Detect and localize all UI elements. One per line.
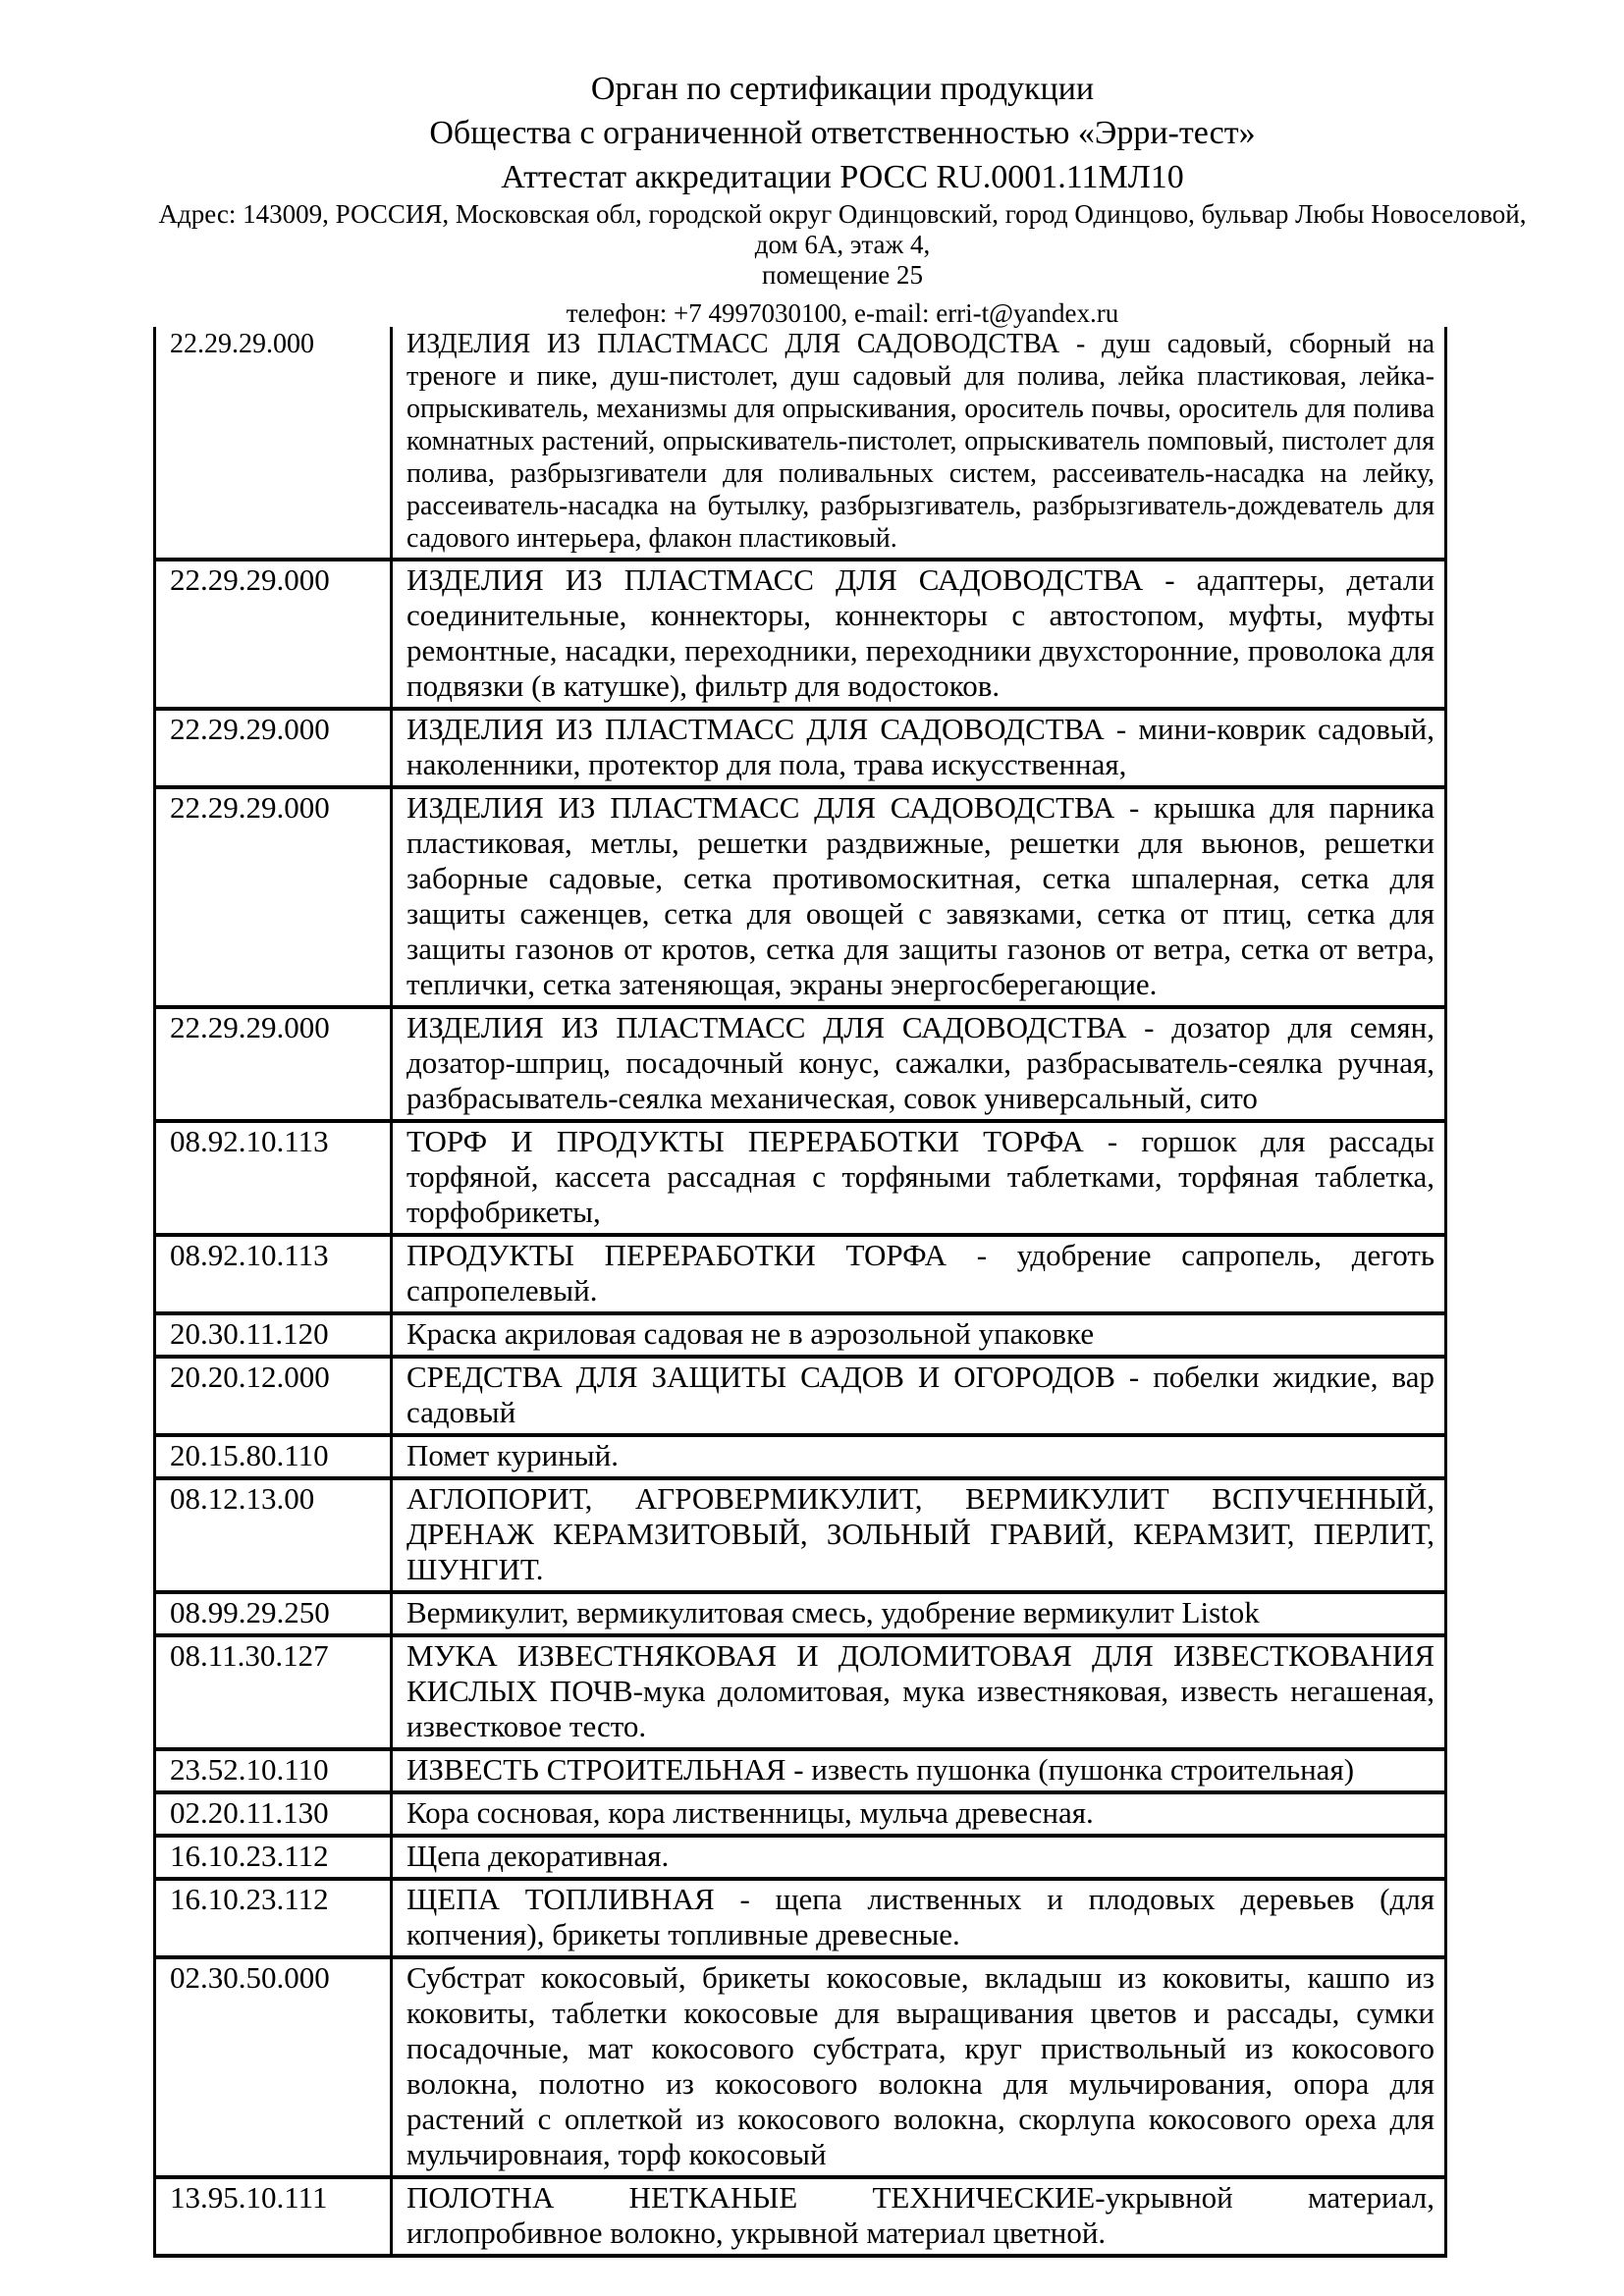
product-description-cell: Вермикулит, вермикулитовая смесь, удобрение вермикулит Listok [392,1592,1446,1635]
table-row [155,560,1446,709]
product-description-cell: Кора сосновая, кора лиственницы, мульча древесная. [392,1792,1446,1836]
products-table-body [155,327,1446,2256]
products-table [153,327,1447,2258]
product-code-cell: 16.10.23.112 [155,1879,392,1957]
product-description-cell: ПОЛОТНА НЕТКАНЫЕ ТЕХНИЧЕСКИЕ-укрывной материал, иглопробивное волокно, укрывной материал цветной. [392,2177,1446,2256]
product-code-cell: 02.30.50.000 [155,1957,392,2177]
product-description-cell: ПРОДУКТЫ ПЕРЕРАБОТКИ ТОРФА - удобрение сапропель, деготь сапропелевый. [392,1235,1446,1313]
table-row [155,1749,1446,1792]
table-row [155,1957,1446,2177]
table-row [155,1313,1446,1357]
accreditation-certificate: Аттестат аккредитации РОСС RU.0001.11МЛ10 [501,159,1184,195]
table-row [155,1879,1446,1957]
address-line-1: Адрес: 143009, РОССИЯ, Московская обл, городской округ Одинцовский, город Одинцово, бульвар Любы Новоселовой, дом 6А, этаж 4, [158,199,1527,259]
table-row [155,1121,1446,1235]
product-description-cell: АГЛОПОРИТ, АГРОВЕРМИКУЛИТ, ВЕРМИКУЛИТ ВСПУЧЕННЫЙ, ДРЕНАЖ КЕРАМЗИТОВЫЙ, ЗОЛЬНЫЙ ГРАВИЙ, КЕРАМЗИТ, ПЕРЛИТ, ШУНГИТ. [392,1478,1446,1592]
product-description-cell: ИЗДЕЛИЯ ИЗ ПЛАСТМАСС ДЛЯ САДОВОДСТВА - крышка для парника пластиковая, метлы, решетки раздвижные, решетки для вьюнов, решетки заборные садовые, сетка противомоскитная, сетка шпалерная, сетка для защиты саженцев, сетка для овощей с завязками, сетка от птиц, сетка для защиты газонов от кротов, сетка для защиты газонов от ветра, сетка от ветра, теплички, сетка затеняющая, экраны энергосберегающие. [392,787,1446,1007]
table-row [155,1435,1446,1478]
product-code-cell: 22.29.29.000 [155,1007,392,1121]
table-row [155,787,1446,1007]
table-row [155,1007,1446,1121]
product-description-cell: ИЗВЕСТЬ СТРОИТЕЛЬНАЯ - известь пушонка (пушонка строительная) [392,1749,1446,1792]
table-row [155,327,1446,560]
product-code-cell: 22.29.29.000 [155,327,392,560]
table-row [155,1792,1446,1836]
product-code-cell: 20.30.11.120 [155,1313,392,1357]
product-description-cell: СРЕДСТВА ДЛЯ ЗАЩИТЫ САДОВ И ОГОРОДОВ - побелки жидкие, вар садовый [392,1357,1446,1435]
address-line-2: помещение 25 [762,260,923,290]
product-code-cell: 23.52.10.110 [155,1749,392,1792]
product-code-cell: 20.15.80.110 [155,1435,392,1478]
product-description-cell: ИЗДЕЛИЯ ИЗ ПЛАСТМАСС ДЛЯ САДОВОДСТВА - дозатор для семян, дозатор-шприц, посадочный конус, сажалки, разбрасыватель-сеялка ручная, разбрасыватель-сеялка механическая, совок универсальный, сито [392,1007,1446,1121]
certification-body-title: Орган по сертификации продукции [590,71,1095,107]
product-description-cell: Субстрат кокосовый, брикеты кокосовые, вкладыш из коковиты, кашпо из коковиты, таблетки кокосовые для выращивания цветов и рассады, сумки посадочные, мат кокосового субстрата, круг приствольный из кокосового волокна, полотно из кокосового волокна для мульчирования, опора для растений с оплеткой из кокосового волокна, скорлупа кокосового ореха для мульчировнаия, торф кокосовый [392,1957,1446,2177]
product-description-cell: ИЗДЕЛИЯ ИЗ ПЛАСТМАСС ДЛЯ САДОВОДСТВА - душ садовый, сборный на треноге и пике, душ-пистолет, душ садовый для полива, лейка пластиковая, лейка-опрыскиватель, механизмы для опрыскивания, ороситель почвы, ороситель для полива комнатных растений, опрыскиватель-пистолет, опрыскиватель помповый, пистолет для полива, разбрызгиватели для поливальных систем, рассеиватель-насадка на лейку, рассеиватель-насадка на бутылку, разбрызгиватель, разбрызгиватель-дождеватель для садового интерьера, флакон пластиковый. [392,327,1446,560]
table-row [155,2177,1446,2256]
organization-name: Общества с ограниченной ответственностью «Эрри-тест» [429,115,1256,151]
product-description-cell: Щепа декоративная. [392,1836,1446,1879]
product-code-cell: 02.20.11.130 [155,1792,392,1836]
product-code-cell: 22.29.29.000 [155,560,392,709]
product-code-cell: 08.11.30.127 [155,1635,392,1749]
product-code-cell: 13.95.10.111 [155,2177,392,2256]
product-code-cell: 08.99.29.250 [155,1592,392,1635]
product-code-cell: 08.92.10.113 [155,1121,392,1235]
product-description-cell: ЩЕПА ТОПЛИВНАЯ - щепа лиственных и плодовых деревьев (для копчения), брикеты топливные древесные. [392,1879,1446,1957]
product-code-cell: 16.10.23.112 [155,1836,392,1879]
product-description-cell: ИЗДЕЛИЯ ИЗ ПЛАСТМАСС ДЛЯ САДОВОДСТВА - мини-коврик садовый, наколенники, протектор для пола, трава искусственная, [392,709,1446,787]
table-row [155,1357,1446,1435]
product-code-cell: 20.20.12.000 [155,1357,392,1435]
product-code-cell: 22.29.29.000 [155,787,392,1007]
product-code-cell: 22.29.29.000 [155,709,392,787]
table-row [155,1478,1446,1592]
product-description-cell: ТОРФ И ПРОДУКТЫ ПЕРЕРАБОТКИ ТОРФА - горшок для рассады торфяной, кассета рассадная с торфяными таблетками, торфяная таблетка, торфобрикеты, [392,1121,1446,1235]
table-row [155,1592,1446,1635]
table-row [155,709,1446,787]
product-description-cell: Краска акриловая садовая не в аэрозольной упаковке [392,1313,1446,1357]
product-description-cell: МУКА ИЗВЕСТНЯКОВАЯ И ДОЛОМИТОВАЯ ДЛЯ ИЗВЕСТКОВАНИЯ КИСЛЫХ ПОЧВ-мука доломитовая, мука известняковая, известь негашеная, известковое тесто. [392,1635,1446,1749]
product-code-cell: 08.12.13.00 [155,1478,392,1592]
table-row [155,1635,1446,1749]
phone-email-line: телефон: +7 4997030100, e-mail: erri-t@yandex.ru [566,298,1119,328]
product-description-cell: ИЗДЕЛИЯ ИЗ ПЛАСТМАСС ДЛЯ САДОВОДСТВА - адаптеры, детали соединительные, коннекторы, коннекторы с автостопом, муфты, муфты ремонтные, насадки, переходники, переходники двухсторонние, проволока для подвязки (в катушке), фильтр для водостоков. [392,560,1446,709]
product-description-cell: Помет куриный. [392,1435,1446,1478]
table-row [155,1235,1446,1313]
product-code-cell: 08.92.10.113 [155,1235,392,1313]
document-header [153,0,1532,329]
table-row [155,1836,1446,1879]
